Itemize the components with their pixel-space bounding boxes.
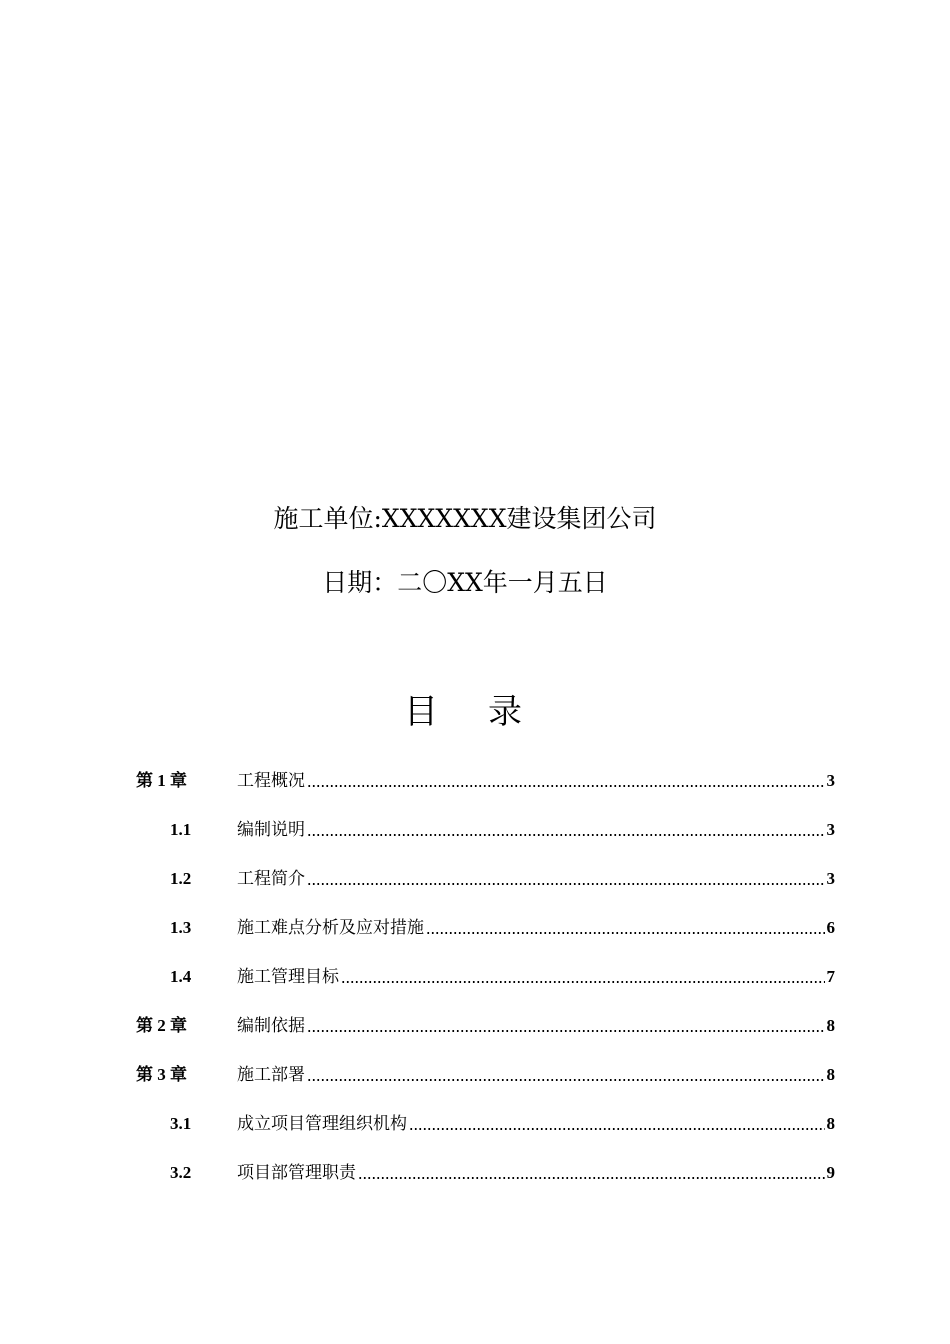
- toc-entry-number: 第 3 章: [136, 1065, 187, 1084]
- toc-leader-dots: [341, 981, 825, 983]
- toc-entry-page: 3: [826, 869, 835, 888]
- toc-entry-title: 项目部管理职责: [237, 1163, 356, 1183]
- toc-entry-number: 第 2 章: [136, 1016, 187, 1035]
- toc-entry-page: 7: [826, 967, 835, 986]
- toc-entry[interactable]: [0, 962, 950, 992]
- toc-entry-number: 3.2: [170, 1163, 192, 1182]
- toc-entry-title: 施工管理目标: [237, 967, 339, 987]
- toc-entry[interactable]: [0, 815, 950, 845]
- toc-leader-dots: [409, 1128, 825, 1130]
- toc-leader-dots: [358, 1177, 825, 1179]
- toc-leader-dots: [307, 1079, 825, 1081]
- toc-entry-title: 工程简介: [237, 869, 305, 889]
- toc-entry-page: 3: [826, 820, 835, 839]
- toc-entry-page: 8: [826, 1114, 835, 1133]
- toc-leader-dots: [307, 834, 825, 836]
- toc-entry[interactable]: [0, 1011, 950, 1041]
- toc-entry[interactable]: [0, 864, 950, 894]
- toc-entry-page: 8: [826, 1065, 835, 1084]
- construction-unit-line: 施工单位:XXXXXXX建设集团公司: [273, 504, 657, 533]
- toc-leader-dots: [307, 1030, 825, 1032]
- toc-entry-number: 1.2: [170, 869, 192, 888]
- toc-entry-page: 9: [826, 1163, 835, 1182]
- toc-entry-title: 编制说明: [237, 820, 305, 840]
- toc-entry-number: 1.4: [170, 967, 192, 986]
- date-line: 日期：二〇XX年一月五日: [322, 568, 608, 597]
- toc-entry-number: 第 1 章: [136, 771, 187, 790]
- toc-entry-page: 8: [826, 1016, 835, 1035]
- toc-entry-title: 工程概况: [237, 771, 305, 791]
- toc-leader-dots: [307, 785, 825, 787]
- toc-entry-number: 1.1: [170, 820, 192, 839]
- toc-entry-page: 6: [826, 918, 835, 937]
- toc-entry-number: 1.3: [170, 918, 192, 937]
- toc-entry-title: 施工部署: [237, 1065, 305, 1085]
- toc-title: 目录: [404, 692, 572, 732]
- toc-entry-title: 编制依据: [237, 1016, 305, 1036]
- toc-entry[interactable]: [0, 1158, 950, 1188]
- toc-leader-dots: [307, 883, 825, 885]
- toc-entry[interactable]: [0, 766, 950, 796]
- toc-entry-title: 施工难点分析及应对措施: [237, 918, 424, 938]
- toc-entry[interactable]: [0, 1109, 950, 1139]
- toc-entry-number: 3.1: [170, 1114, 192, 1133]
- toc-entry[interactable]: [0, 913, 950, 943]
- toc-entry-page: 3: [826, 771, 835, 790]
- toc-entry-title: 成立项目管理组织机构: [237, 1114, 407, 1134]
- toc-entry[interactable]: [0, 1060, 950, 1090]
- toc-leader-dots: [426, 932, 825, 934]
